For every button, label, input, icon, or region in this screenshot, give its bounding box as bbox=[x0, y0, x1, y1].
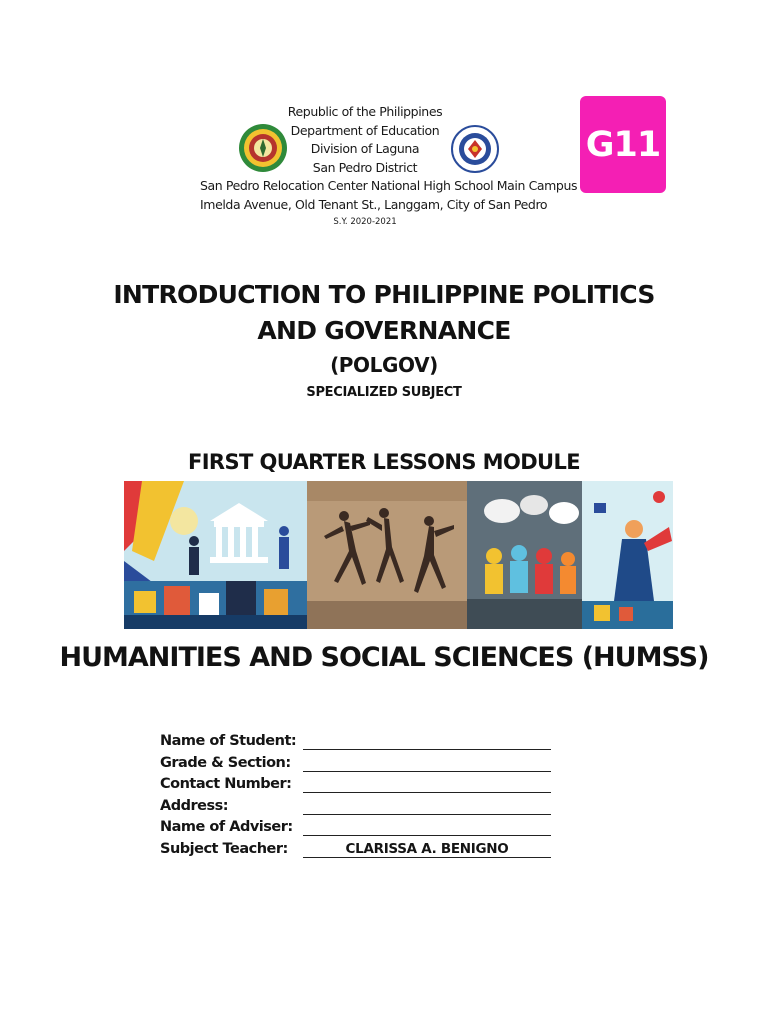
contact-number-field[interactable] bbox=[303, 792, 551, 793]
form-row-grade-section bbox=[160, 755, 560, 777]
student-info-form bbox=[160, 733, 560, 862]
form-row-contact-number bbox=[160, 776, 560, 798]
grade-section-field[interactable] bbox=[303, 771, 551, 772]
strand-title: HUMANITIES AND SOCIAL SCIENCES (HUMSS) bbox=[59, 642, 709, 673]
form-label: Grade & Section: bbox=[160, 754, 291, 771]
form-row-address bbox=[160, 798, 560, 820]
subject-title-line2: AND GOVERNANCE bbox=[257, 316, 511, 345]
course-code: (POLGOV) bbox=[330, 353, 438, 377]
subject-teacher-field[interactable] bbox=[303, 857, 551, 858]
name-of-adviser-field[interactable] bbox=[303, 835, 551, 836]
header-line: Department of Education bbox=[290, 122, 440, 138]
grade-badge: G11 bbox=[580, 96, 666, 193]
module-title: FIRST QUARTER LESSONS MODULE bbox=[187, 450, 581, 474]
header-line: San Pedro District bbox=[312, 159, 418, 175]
school-year: S.Y. 2020-2021 bbox=[333, 216, 397, 227]
form-label: Name of Adviser: bbox=[160, 819, 293, 835]
subject-teacher-value: CLARISSA A. BENIGNO bbox=[345, 840, 509, 857]
form-label: Name of Student: bbox=[160, 733, 297, 749]
form-label: Address: bbox=[160, 797, 229, 814]
form-row-name-of-student bbox=[160, 733, 560, 755]
header-line: San Pedro Relocation Center National High School Main Campus bbox=[200, 178, 578, 194]
deped-seal-icon bbox=[451, 124, 499, 174]
subject-title-line1: INTRODUCTION TO PHILIPPINE POLITICS bbox=[113, 280, 655, 309]
form-row-name-of-adviser bbox=[160, 819, 560, 841]
name-of-student-field[interactable] bbox=[303, 749, 551, 750]
address-field[interactable] bbox=[303, 814, 551, 815]
header-line: Republic of the Philippines bbox=[287, 104, 443, 119]
form-row-subject-teacher bbox=[160, 841, 560, 863]
banner-illustration bbox=[124, 481, 673, 629]
header-line: Imelda Avenue, Old Tenant St., Langgam, City of San Pedro bbox=[200, 196, 548, 212]
header-line: Division of Laguna bbox=[310, 141, 420, 157]
form-label: Subject Teacher: bbox=[160, 840, 288, 857]
form-label: Contact Number: bbox=[160, 776, 292, 792]
subject-type: SPECIALIZED SUBJECT bbox=[306, 385, 462, 400]
